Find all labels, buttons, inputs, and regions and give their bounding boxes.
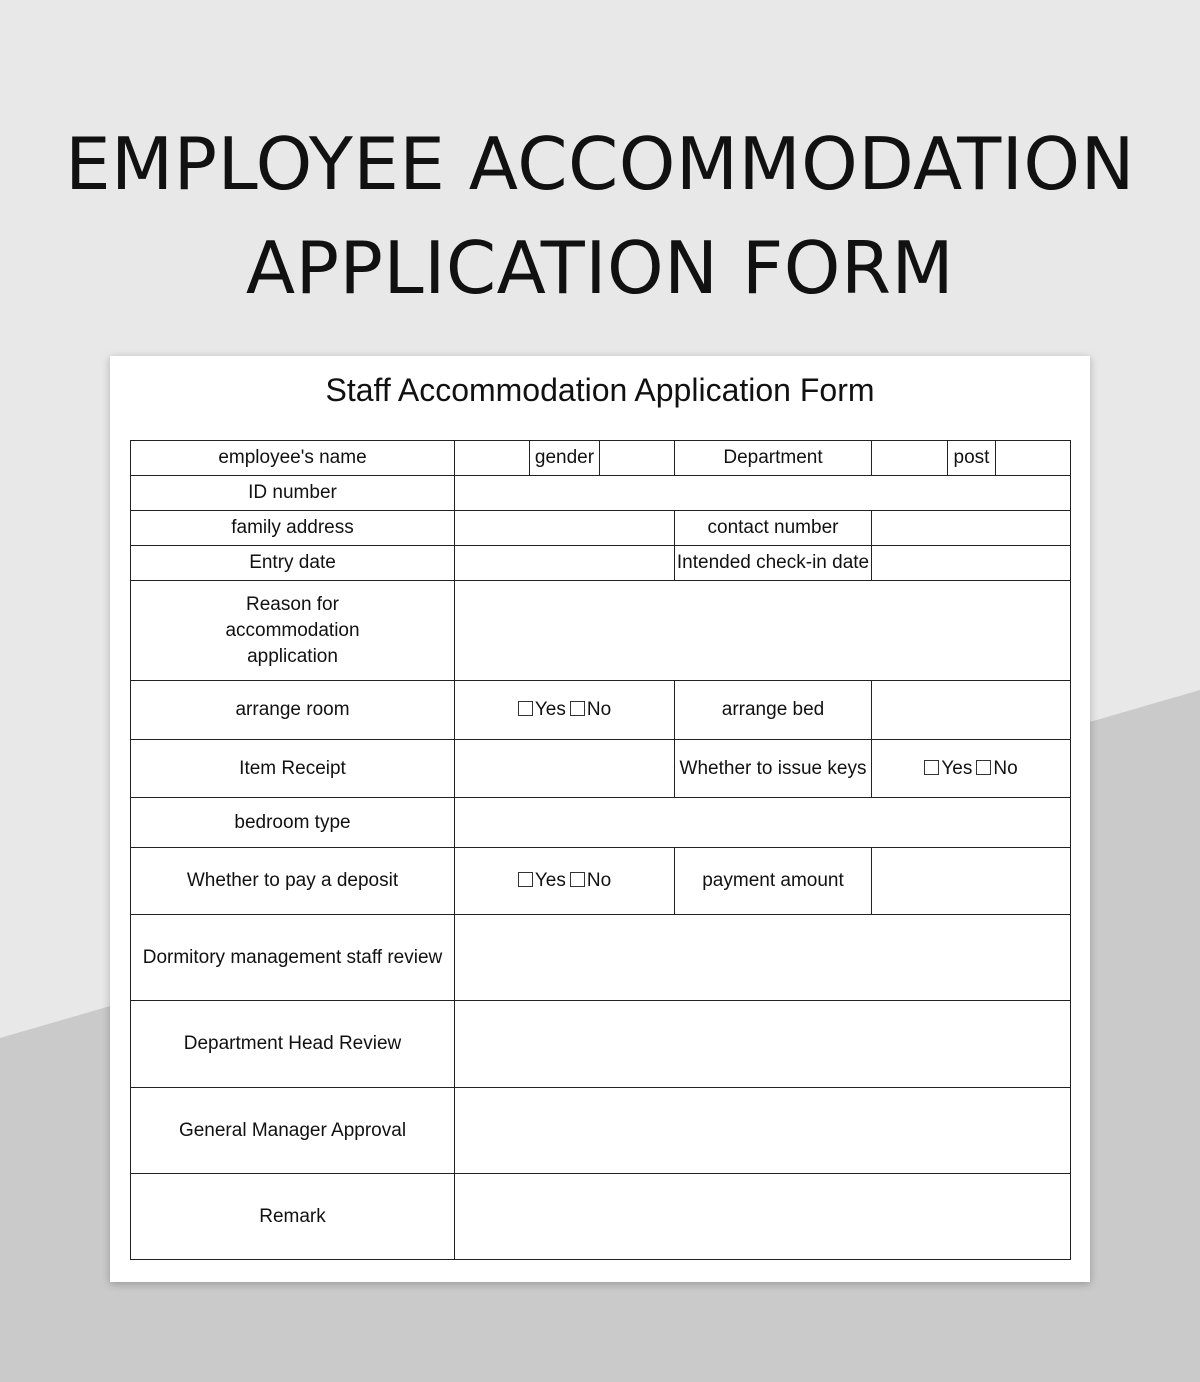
table-row	[131, 681, 1071, 740]
table-row	[131, 581, 1071, 681]
deposit-no-option[interactable]	[570, 868, 611, 894]
arrange-room-options	[455, 681, 675, 740]
department-head-review-field[interactable]	[455, 1001, 1071, 1088]
remark-label: Remark	[131, 1174, 455, 1260]
arrange-room-yes-option[interactable]	[518, 697, 566, 723]
table-row	[131, 511, 1071, 546]
option-label: No	[993, 757, 1018, 779]
issue-keys-label: Whether to issue keys	[675, 740, 872, 798]
post-field[interactable]	[996, 441, 1071, 476]
item-receipt-field[interactable]	[455, 740, 675, 798]
family-address-field[interactable]	[455, 511, 675, 546]
arrange-room-label: arrange room	[131, 681, 455, 740]
table-row	[131, 1088, 1071, 1174]
table-row	[131, 740, 1071, 798]
page-title-line-1: EMPLOYEE ACCOMMODATION	[65, 122, 1135, 206]
table-row	[131, 798, 1071, 848]
checkbox-icon[interactable]	[518, 872, 533, 887]
check-in-date-label: Intended check-in date	[675, 546, 872, 581]
form-title: Staff Accommodation Application Form	[325, 372, 875, 408]
checkbox-icon[interactable]	[570, 872, 585, 887]
arrange-room-no-option[interactable]	[570, 697, 611, 723]
checkbox-icon[interactable]	[976, 760, 991, 775]
option-label: Yes	[534, 870, 566, 891]
gender-field[interactable]	[600, 441, 675, 476]
reason-field[interactable]	[455, 581, 1071, 681]
bedroom-type-label: bedroom type	[131, 798, 455, 848]
general-manager-approval-field[interactable]	[455, 1088, 1071, 1174]
deposit-label: Whether to pay a deposit	[131, 848, 455, 915]
option-label: No	[586, 699, 612, 720]
dormitory-review-field[interactable]	[455, 915, 1071, 1001]
application-form-table	[130, 440, 1071, 1260]
item-receipt-label: Item Receipt	[131, 740, 455, 798]
department-field[interactable]	[872, 441, 948, 476]
table-row	[131, 848, 1071, 915]
checkbox-icon[interactable]	[570, 701, 585, 716]
remark-field[interactable]	[455, 1174, 1071, 1260]
general-manager-approval-label: General Manager Approval	[131, 1088, 455, 1174]
contact-number-label: contact number	[675, 511, 872, 546]
arrange-bed-label: arrange bed	[675, 681, 872, 740]
option-label: Yes	[534, 699, 566, 720]
table-row	[131, 546, 1071, 581]
checkbox-icon[interactable]	[924, 760, 939, 775]
checkbox-icon[interactable]	[518, 701, 533, 716]
deposit-options	[455, 848, 675, 915]
table-row	[131, 1001, 1071, 1088]
payment-amount-field[interactable]	[872, 848, 1071, 915]
employee-name-label: employee's name	[131, 441, 455, 476]
arrange-bed-field[interactable]	[872, 681, 1071, 740]
table-row	[131, 441, 1071, 476]
contact-number-field[interactable]	[872, 511, 1071, 546]
table-row	[131, 915, 1071, 1001]
employee-name-field[interactable]	[455, 441, 530, 476]
page-title	[0, 112, 1200, 320]
issue-keys-yes-option[interactable]	[924, 756, 972, 782]
department-head-review-label: Department Head Review	[131, 1001, 455, 1088]
id-number-label: ID number	[131, 476, 455, 511]
option-label: Yes	[941, 757, 973, 779]
check-in-date-field[interactable]	[872, 546, 1071, 581]
reason-label: Reason for accommodation application	[131, 581, 455, 681]
entry-date-label: Entry date	[131, 546, 455, 581]
id-number-field[interactable]	[455, 476, 1071, 511]
bedroom-type-field[interactable]	[455, 798, 1071, 848]
table-row	[131, 476, 1071, 511]
table-row	[131, 1174, 1071, 1260]
gender-label: gender	[530, 441, 600, 476]
option-label: No	[586, 870, 612, 891]
deposit-yes-option[interactable]	[518, 868, 566, 894]
issue-keys-options	[872, 740, 1071, 798]
post-label: post	[948, 441, 996, 476]
page-title-line-2: APPLICATION FORM	[245, 226, 955, 310]
entry-date-field[interactable]	[455, 546, 675, 581]
dormitory-review-label: Dormitory management staff review	[131, 915, 455, 1001]
department-label: Department	[675, 441, 872, 476]
family-address-label: family address	[131, 511, 455, 546]
payment-amount-label: payment amount	[675, 848, 872, 915]
issue-keys-no-option[interactable]	[976, 756, 1017, 782]
